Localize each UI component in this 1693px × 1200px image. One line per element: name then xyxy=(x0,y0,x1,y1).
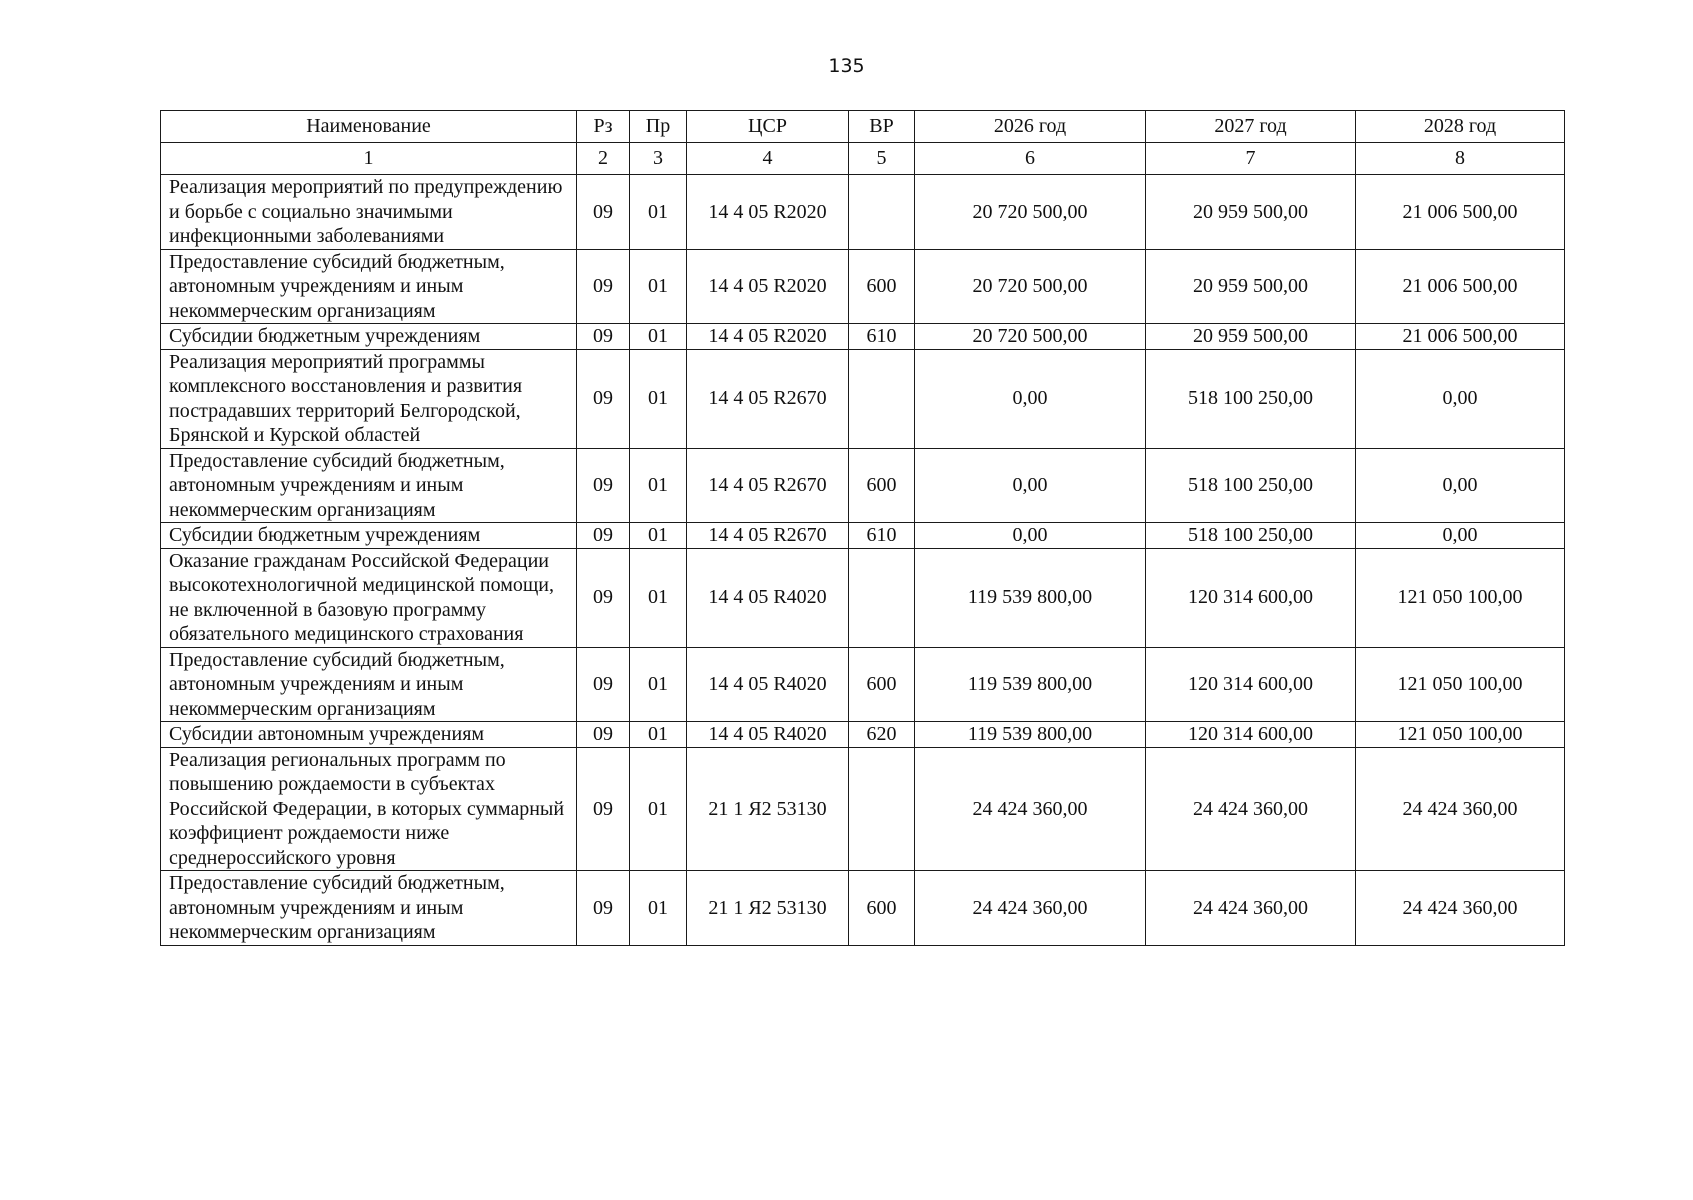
column-number: 8 xyxy=(1356,143,1565,175)
row-pr: 01 xyxy=(630,448,687,523)
header-2027: 2027 год xyxy=(1146,111,1356,143)
row-pr: 01 xyxy=(630,747,687,871)
row-vr xyxy=(849,349,915,448)
row-pr: 01 xyxy=(630,647,687,722)
row-amount-2027: 120 314 600,00 xyxy=(1146,647,1356,722)
header-rz: Рз xyxy=(577,111,630,143)
column-number: 6 xyxy=(915,143,1146,175)
row-name: Реализация мероприятий программы комплексного восстановления и развития пострадавших территорий Белгородской, Брянской и Курской областей xyxy=(161,349,577,448)
row-amount-2027: 518 100 250,00 xyxy=(1146,523,1356,549)
row-vr: 610 xyxy=(849,523,915,549)
header-row xyxy=(161,111,1565,143)
row-rz: 09 xyxy=(577,871,630,946)
row-csr: 14 4 05 R4020 xyxy=(687,647,849,722)
row-amount-2027: 518 100 250,00 xyxy=(1146,448,1356,523)
row-pr: 01 xyxy=(630,249,687,324)
row-name: Субсидии бюджетным учреждениям xyxy=(161,523,577,549)
header-name: Наименование xyxy=(161,111,577,143)
table-row xyxy=(161,722,1565,748)
row-vr: 620 xyxy=(849,722,915,748)
column-number: 3 xyxy=(630,143,687,175)
row-rz: 09 xyxy=(577,175,630,250)
row-csr: 21 1 Я2 53130 xyxy=(687,871,849,946)
column-number: 1 xyxy=(161,143,577,175)
row-vr: 610 xyxy=(849,324,915,350)
header-csr: ЦСР xyxy=(687,111,849,143)
row-rz: 09 xyxy=(577,647,630,722)
row-amount-2026: 24 424 360,00 xyxy=(915,747,1146,871)
row-amount-2028: 0,00 xyxy=(1356,523,1565,549)
row-amount-2026: 20 720 500,00 xyxy=(915,249,1146,324)
row-amount-2026: 20 720 500,00 xyxy=(915,175,1146,250)
row-csr: 14 4 05 R2670 xyxy=(687,523,849,549)
row-amount-2026: 119 539 800,00 xyxy=(915,647,1146,722)
row-rz: 09 xyxy=(577,249,630,324)
table-row xyxy=(161,548,1565,647)
column-numbers-row xyxy=(161,143,1565,175)
row-name: Предоставление субсидий бюджетным, автономным учреждениям и иным некоммерческим организациям xyxy=(161,647,577,722)
row-amount-2028: 24 424 360,00 xyxy=(1356,871,1565,946)
row-csr: 21 1 Я2 53130 xyxy=(687,747,849,871)
row-amount-2028: 121 050 100,00 xyxy=(1356,548,1565,647)
column-number: 7 xyxy=(1146,143,1356,175)
row-amount-2027: 20 959 500,00 xyxy=(1146,175,1356,250)
row-pr: 01 xyxy=(630,548,687,647)
row-amount-2028: 121 050 100,00 xyxy=(1356,722,1565,748)
row-vr: 600 xyxy=(849,448,915,523)
row-csr: 14 4 05 R2020 xyxy=(687,324,849,350)
row-vr: 600 xyxy=(849,249,915,324)
column-number: 2 xyxy=(577,143,630,175)
row-vr: 600 xyxy=(849,871,915,946)
table-row xyxy=(161,249,1565,324)
row-amount-2027: 120 314 600,00 xyxy=(1146,548,1356,647)
header-vr: ВР xyxy=(849,111,915,143)
table-row xyxy=(161,324,1565,350)
row-name: Предоставление субсидий бюджетным, автономным учреждениям и иным некоммерческим организациям xyxy=(161,448,577,523)
row-amount-2028: 0,00 xyxy=(1356,448,1565,523)
table-row xyxy=(161,523,1565,549)
row-name: Предоставление субсидий бюджетным, автономным учреждениям и иным некоммерческим организациям xyxy=(161,871,577,946)
row-amount-2027: 518 100 250,00 xyxy=(1146,349,1356,448)
table-row xyxy=(161,647,1565,722)
row-amount-2028: 24 424 360,00 xyxy=(1356,747,1565,871)
row-amount-2026: 20 720 500,00 xyxy=(915,324,1146,350)
row-name: Оказание гражданам Российской Федерации высокотехнологичной медицинской помощи, не включенной в базовую программу обязательного медицинского страхования xyxy=(161,548,577,647)
header-pr: Пр xyxy=(630,111,687,143)
row-amount-2027: 24 424 360,00 xyxy=(1146,747,1356,871)
table-row xyxy=(161,175,1565,250)
row-amount-2028: 21 006 500,00 xyxy=(1356,175,1565,250)
row-amount-2028: 21 006 500,00 xyxy=(1356,249,1565,324)
row-amount-2027: 24 424 360,00 xyxy=(1146,871,1356,946)
row-pr: 01 xyxy=(630,349,687,448)
row-pr: 01 xyxy=(630,871,687,946)
row-amount-2026: 0,00 xyxy=(915,523,1146,549)
header-2028: 2028 год xyxy=(1356,111,1565,143)
row-csr: 14 4 05 R2020 xyxy=(687,175,849,250)
row-amount-2027: 120 314 600,00 xyxy=(1146,722,1356,748)
row-rz: 09 xyxy=(577,523,630,549)
table-row xyxy=(161,747,1565,871)
column-number: 4 xyxy=(687,143,849,175)
row-vr xyxy=(849,548,915,647)
row-name: Реализация региональных программ по повышению рождаемости в субъектах Российской Федерации, в которых суммарный коэффициент рождаемости ниже среднероссийского уровня xyxy=(161,747,577,871)
row-amount-2026: 119 539 800,00 xyxy=(915,722,1146,748)
row-pr: 01 xyxy=(630,523,687,549)
header-2026: 2026 год xyxy=(915,111,1146,143)
table-row xyxy=(161,448,1565,523)
row-rz: 09 xyxy=(577,349,630,448)
table-row xyxy=(161,349,1565,448)
row-amount-2026: 0,00 xyxy=(915,448,1146,523)
row-name: Субсидии автономным учреждениям xyxy=(161,722,577,748)
row-pr: 01 xyxy=(630,324,687,350)
row-csr: 14 4 05 R2020 xyxy=(687,249,849,324)
row-rz: 09 xyxy=(577,448,630,523)
row-vr xyxy=(849,175,915,250)
row-name: Реализация мероприятий по предупреждению и борьбе с социально значимыми инфекционными заболеваниями xyxy=(161,175,577,250)
row-rz: 09 xyxy=(577,722,630,748)
row-rz: 09 xyxy=(577,747,630,871)
row-amount-2026: 0,00 xyxy=(915,349,1146,448)
column-number: 5 xyxy=(849,143,915,175)
row-amount-2027: 20 959 500,00 xyxy=(1146,249,1356,324)
row-amount-2026: 119 539 800,00 xyxy=(915,548,1146,647)
row-csr: 14 4 05 R2670 xyxy=(687,349,849,448)
row-rz: 09 xyxy=(577,548,630,647)
row-pr: 01 xyxy=(630,722,687,748)
row-vr: 600 xyxy=(849,647,915,722)
row-rz: 09 xyxy=(577,324,630,350)
row-amount-2027: 20 959 500,00 xyxy=(1146,324,1356,350)
row-amount-2026: 24 424 360,00 xyxy=(915,871,1146,946)
row-amount-2028: 0,00 xyxy=(1356,349,1565,448)
table-row xyxy=(161,871,1565,946)
page-number: 135 xyxy=(828,55,865,77)
row-name: Субсидии бюджетным учреждениям xyxy=(161,324,577,350)
row-pr: 01 xyxy=(630,175,687,250)
row-name: Предоставление субсидий бюджетным, автономным учреждениям и иным некоммерческим организациям xyxy=(161,249,577,324)
row-amount-2028: 121 050 100,00 xyxy=(1356,647,1565,722)
row-csr: 14 4 05 R2670 xyxy=(687,448,849,523)
budget-table xyxy=(160,110,1565,946)
row-csr: 14 4 05 R4020 xyxy=(687,548,849,647)
row-vr xyxy=(849,747,915,871)
row-amount-2028: 21 006 500,00 xyxy=(1356,324,1565,350)
row-csr: 14 4 05 R4020 xyxy=(687,722,849,748)
